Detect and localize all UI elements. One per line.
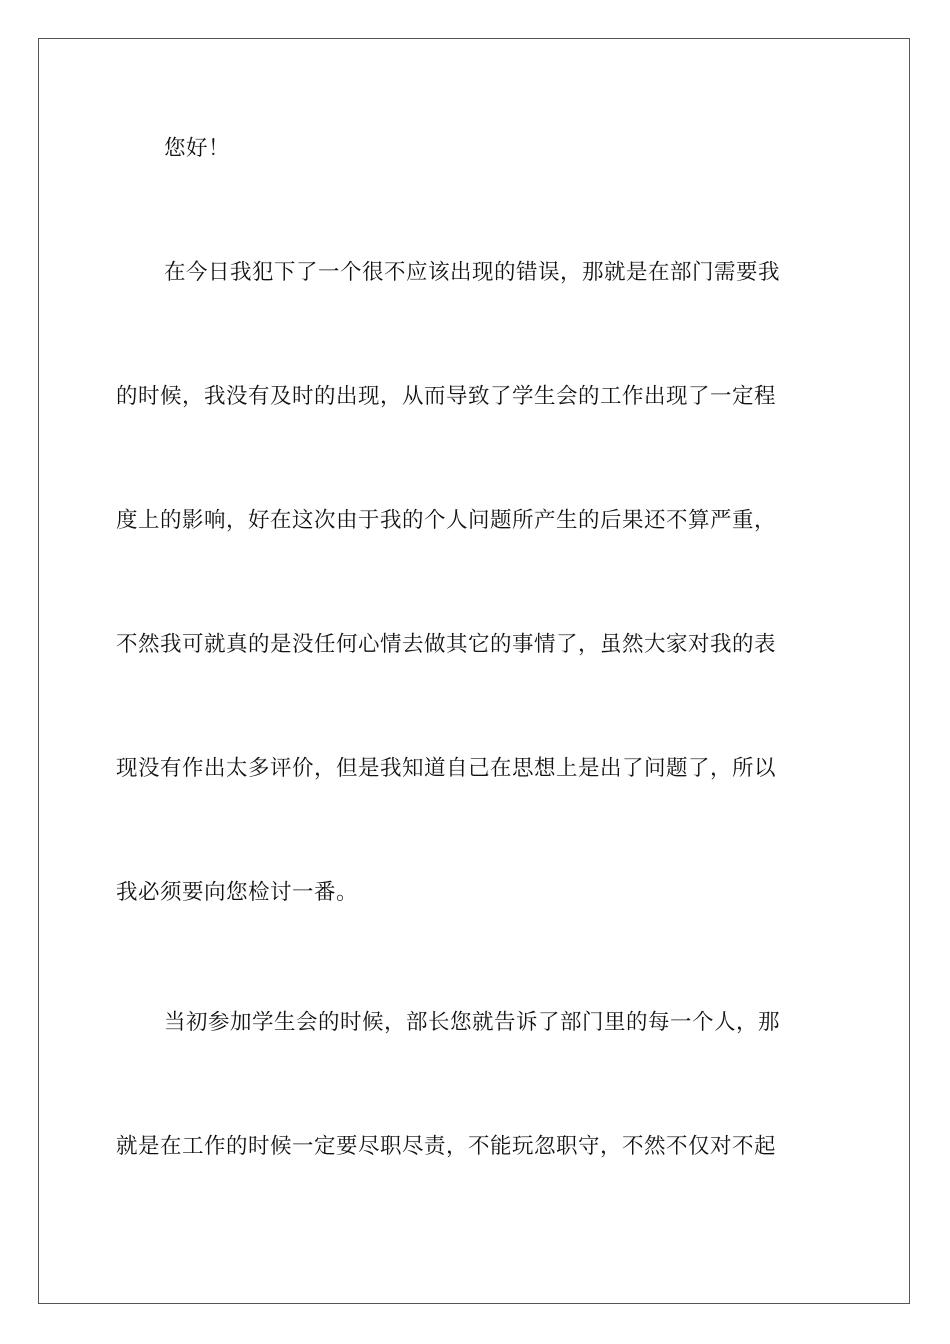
- paragraph-1-line-5: 现没有作出太多评价，但是我知道自己在思想上是出了问题了，所以: [116, 756, 777, 781]
- paragraph-2-line-1: 当初参加学生会的时候，部长您就告诉了部门里的每一个人，那: [164, 1010, 781, 1035]
- greeting-text: 您好！: [164, 136, 231, 161]
- paragraph-1-line-1: 在今日我犯下了一个很不应该出现的错误，那就是在部门需要我: [164, 260, 781, 285]
- paragraph-1-line-4: 不然我可就真的是没任何心情去做其它的事情了，虽然大家对我的表: [116, 632, 777, 657]
- paragraph-1-line-6: 我必须要向您检讨一番。: [116, 880, 359, 905]
- paragraph-2-line-2: 就是在工作的时候一定要尽职尽责，不能玩忽职守，不然不仅对不起: [116, 1134, 777, 1159]
- paragraph-1-line-2: 的时候，我没有及时的出现，从而导致了学生会的工作出现了一定程: [116, 384, 777, 409]
- paragraph-1-line-3: 度上的影响，好在这次由于我的个人问题所产生的后果还不算严重，: [116, 508, 777, 533]
- page-border: [38, 38, 910, 1304]
